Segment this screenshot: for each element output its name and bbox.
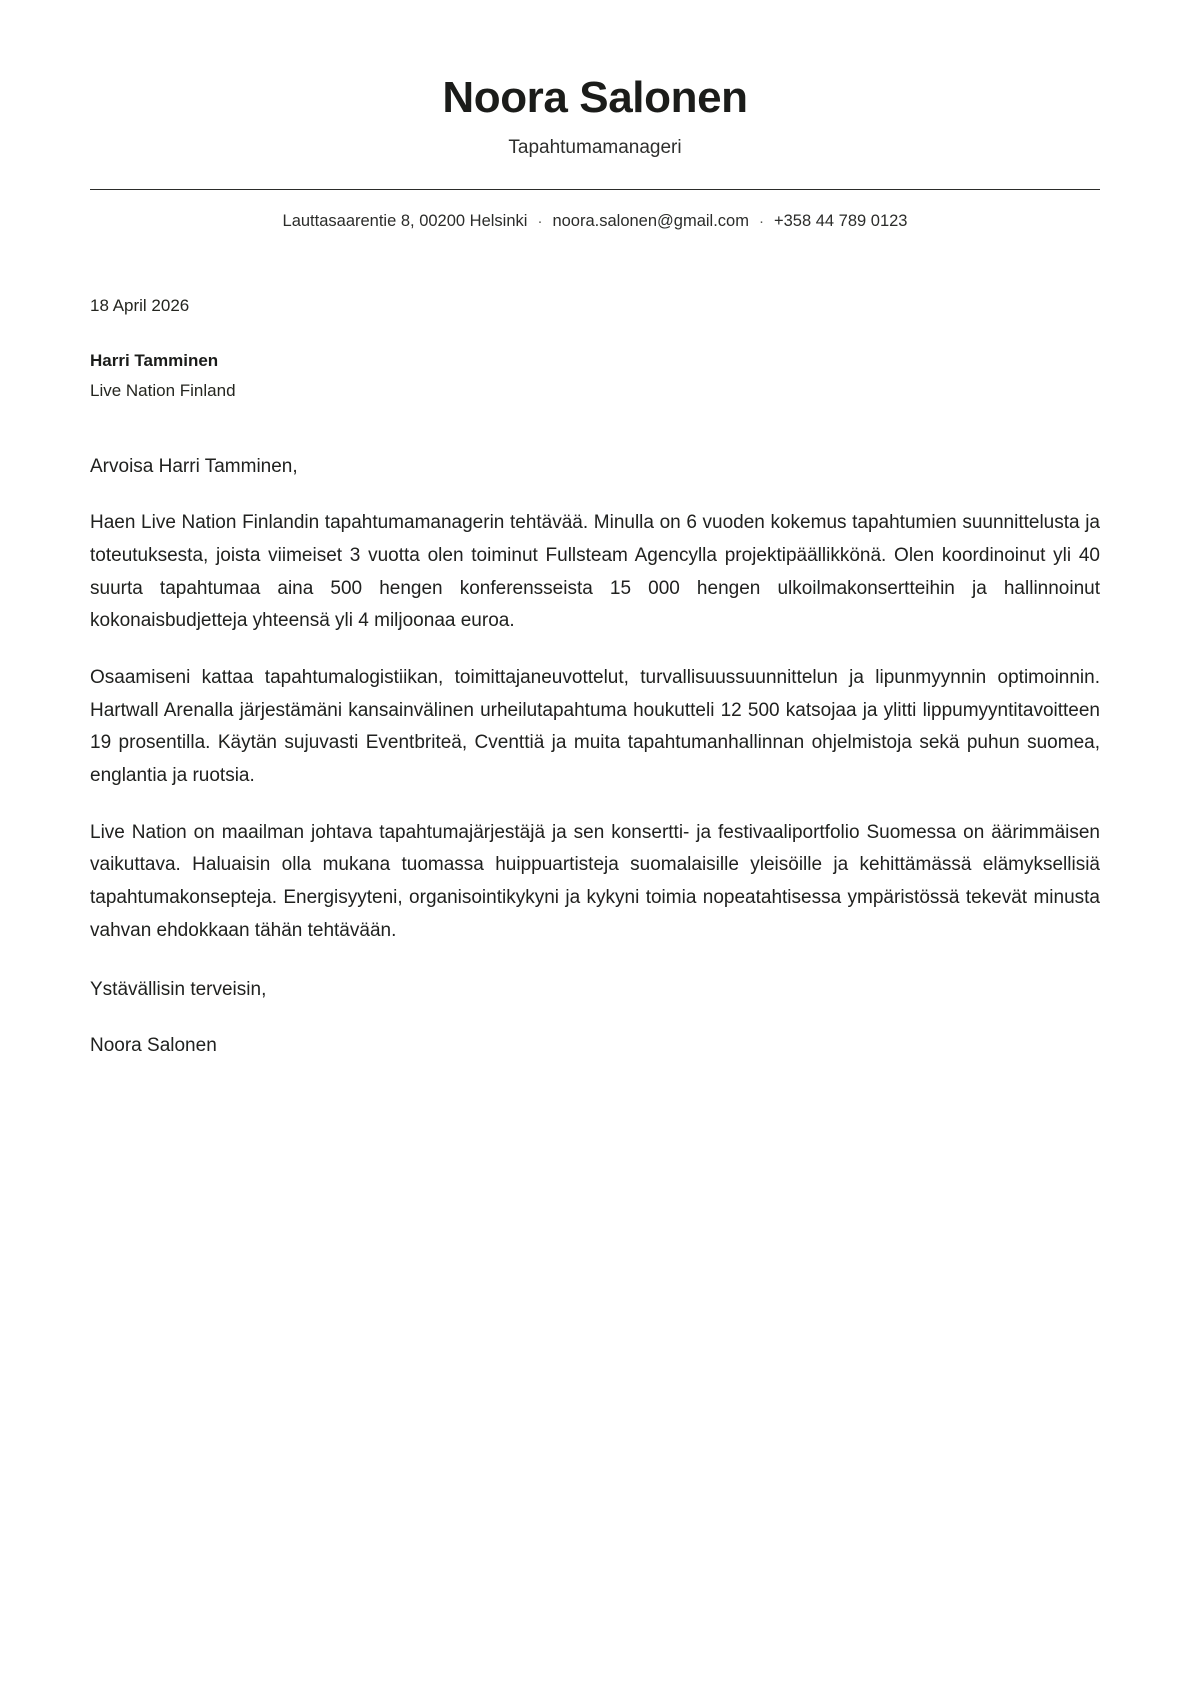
recipient-company: Live Nation Finland xyxy=(90,380,236,400)
letter-body xyxy=(90,452,1100,1060)
contact-email[interactable]: noora.salonen@gmail.com xyxy=(552,211,749,230)
body-paragraph-1: Haen Live Nation Finlandin tapahtumamanagerin tehtävää. Minulla on 6 vuoden kokemus tapahtumien suunnittelusta ja toteutuksesta, joista viimeiset 3 vuotta olen toiminut Fullsteam Agencylla projektipäällikkönä. Olen koordinoinut yli 40 suurta tapahtumaa aina 500 hengen konferensseista 15 000 hengen ulkoilmakonsertteihin ja hallinnoinut kokonaisbudjetteja yhteensä yli 4 miljoonaa euroa. xyxy=(90,512,1100,632)
letter-sheet xyxy=(90,0,1100,1060)
contact-line xyxy=(90,210,1100,233)
candidate-job-title: Tapahtumamanageri xyxy=(508,136,682,158)
recipient-name: Harri Tamminen xyxy=(90,351,219,371)
contact-separator-2: · xyxy=(758,212,764,230)
header-divider xyxy=(90,189,1100,190)
salutation: Arvoisa Harri Tamminen, xyxy=(90,455,298,477)
letter-header xyxy=(90,0,1100,233)
contact-separator-1: · xyxy=(537,212,543,230)
signature-name: Noora Salonen xyxy=(90,1034,217,1056)
body-paragraph-2: Osaamiseni kattaa tapahtumalogistiikan, toimittajaneuvottelut, turvallisuussuunnittelun ja lipunmyynnin optimoinnin. Hartwall Arenalla järjestämäni kansainvälinen urheilutapahtuma houkutteli 12 500 katsojaa ja ylitti lippumyyntitavoitteen 19 prosentilla. Käytän sujuvasti Eventbriteä, Cventtiä ja muita tapahtumanhallinnan ohjelmistoja sekä puhun suomea, englantia ja ruotsia. xyxy=(90,667,1100,787)
candidate-name: Noora Salonen xyxy=(442,73,748,122)
recipient-block xyxy=(90,348,1100,404)
letter-meta xyxy=(90,293,1100,404)
contact-address: Lauttasaarentie 8, 00200 Helsinki xyxy=(282,211,528,230)
body-paragraph-3: Live Nation on maailman johtava tapahtumajärjestäjä ja sen konsertti- ja festivaaliportfolio Suomessa on äärimmäisen vaikuttava. Haluaisin olla mukana tuomassa huippuartisteja suomalaisille yleisöille ja kehittämässä elämyksellisiä tapahtumakonsepteja. Energisyyteni, organisointikykyni ja kykyni toimia nopeatahtisessa ympäristössä tekevät minusta vahvan ehdokkaan tähän tehtävään. xyxy=(90,821,1100,941)
contact-phone[interactable]: +358 44 789 0123 xyxy=(773,211,908,230)
sign-off: Ystävällisin terveisin, xyxy=(90,979,267,1001)
letter-date: 18 April 2026 xyxy=(90,295,190,315)
